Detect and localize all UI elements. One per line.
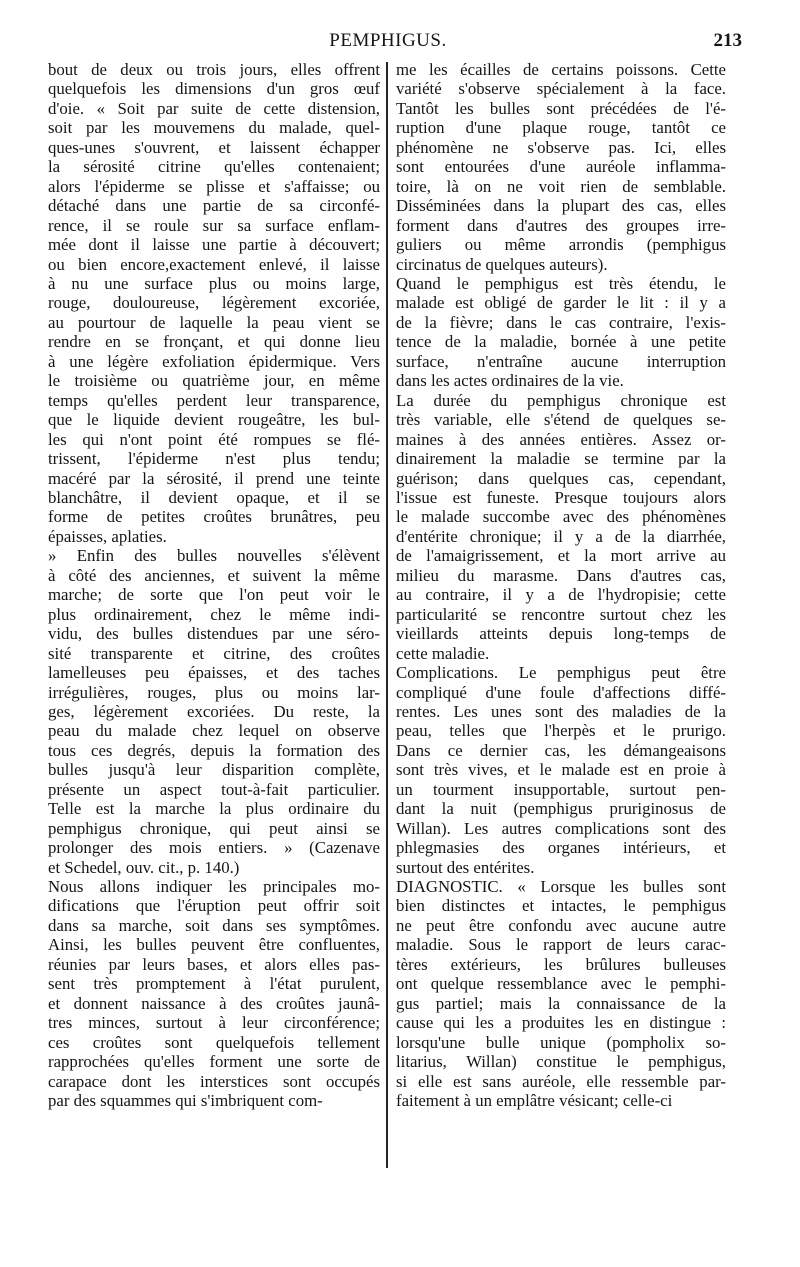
text-line: ou bien encore,exactement enlevé, il laisse — [48, 254, 380, 274]
text-line: quelquefois les dimensions d'un gros œuf — [48, 79, 380, 99]
text-line: ges, légèrement excoriées. Du reste, la — [48, 701, 380, 721]
text-line: maladie. Sous le rapport de leurs carac- — [396, 935, 726, 955]
text-line: sité transparente et citrine, des croûtes — [48, 643, 380, 663]
text-line: sent très promptement à l'état purulent, — [48, 974, 380, 994]
text-line: DIAGNOSTIC. « Lorsque les bulles sont — [396, 877, 726, 897]
text-line: surface, n'entraîne aucune interruption — [396, 351, 726, 371]
text-line: litarius, Willan) constitue le pemphigus, — [396, 1052, 726, 1072]
text-line: temps qu'elles perdent leur transparence, — [48, 390, 380, 410]
text-line: rence, il se roule sur sa surface enflam- — [48, 215, 380, 235]
text-line: à une légère exfoliation épidermique. Vers — [48, 351, 380, 371]
text-line: au pourtour de laquelle la peau vient se — [48, 312, 380, 332]
page-number: 213 — [713, 30, 742, 51]
text-line: rouge, douloureuse, légèrement excoriée, — [48, 293, 380, 313]
text-line: cette maladie. — [396, 643, 490, 663]
text-line: un tourment insupportable, surtout pen- — [396, 779, 726, 799]
text-line: de l'amaigrissement, et la mort arrive au — [396, 546, 726, 566]
text-line: guérison; dans quelques cas, cependant, — [396, 468, 726, 488]
text-line: dans sa marche, soit dans ses symptômes. — [48, 915, 380, 935]
text-line: forme de petites croûtes brunâtres, peu — [48, 507, 380, 527]
text-line: » Enfin des bulles nouvelles s'élèvent — [48, 546, 380, 566]
text-line: Tantôt les bulles sont précédées de l'é- — [396, 98, 726, 118]
column-divider — [386, 62, 388, 1168]
text-line: au contraire, il y a de l'hydropisie; cette — [396, 585, 726, 605]
text-line: que le liquide devient rougeâtre, les bul- — [48, 410, 380, 430]
text-line: bien distinctes et intactes, le pemphigus — [396, 896, 726, 916]
text-line: le malade succombe avec des phénomènes — [396, 507, 726, 527]
text-line: Willan). Les autres complications sont des — [396, 818, 726, 838]
text-line: gus partiel; mais la connaissance de la — [396, 993, 726, 1013]
text-line: trissent, l'épiderme n'est plus tendu; — [48, 449, 380, 469]
text-line: alors l'épiderme se plisse et s'affaisse; ou — [48, 176, 380, 196]
text-line: la sérosité citrine qu'elles contenaient; — [48, 157, 380, 177]
text-line: tous ces degrés, depuis la formation des — [48, 740, 380, 760]
text-line: bulles jusqu'à leur disparition complète, — [48, 760, 380, 780]
page-header — [48, 30, 742, 58]
text-line: carapace dont les interstices sont occupés — [48, 1071, 380, 1091]
text-line: compliqué d'une foule d'affections diffé- — [396, 682, 726, 702]
text-line: tres minces, surtout à leur circonférence; — [48, 1013, 380, 1033]
text-line: peau du malade chez lequel on observe — [48, 721, 380, 741]
text-line: particularité se rencontre surtout chez les — [396, 604, 726, 624]
text-line: cause qui les a produites les en distingue : — [396, 1013, 726, 1033]
running-title: PEMPHIGUS. — [329, 30, 447, 51]
text-line: La durée du pemphigus chronique est — [396, 390, 726, 410]
text-line: milieu du marasme. Dans d'autres cas, — [396, 565, 726, 585]
text-line: Disséminées dans la plupart des cas, elles — [396, 196, 726, 216]
text-line: rapprochées qu'elles forment une sorte de — [48, 1052, 380, 1072]
left-column — [48, 60, 380, 1110]
text-line: dant la nuit (pemphigus pruriginosus de — [396, 799, 726, 819]
text-line: de la fièvre; dans le cas contraire, l'exis- — [396, 312, 726, 332]
text-line: blanchâtre, il devient opaque, et il se — [48, 487, 380, 507]
right-column — [396, 60, 726, 1110]
text-line: pemphigus chronique, qui peut ainsi se — [48, 818, 380, 838]
text-line: dinairement la maladie se termine par la — [396, 449, 726, 469]
text-line: rentes. Les unes sont des maladies de la — [396, 701, 726, 721]
text-line: toire, là on ne voit rien de semblable. — [396, 176, 726, 196]
text-line: et donnent naissance à des croûtes jaunâ- — [48, 993, 380, 1013]
text-line: l'issue est funeste. Presque toujours alors — [396, 487, 726, 507]
text-line: lamelleuses peu épaisses, et des taches — [48, 663, 380, 683]
text-line: le troisième ou quatrième jour, en même — [48, 371, 380, 391]
text-line: présente un aspect tout-à-fait particulier. — [48, 779, 380, 799]
text-line: les qui n'ont point été rompues se flé- — [48, 429, 380, 449]
text-line: plus ordinairement, chez le même indi- — [48, 604, 380, 624]
text-line: lorsqu'une bulle unique (pompholix so- — [396, 1032, 726, 1052]
text-line: forment dans d'autres des groupes irre- — [396, 215, 726, 235]
text-line: malade est obligé de garder le lit : il y a — [396, 293, 726, 313]
text-line: circinatus de quelques auteurs). — [396, 254, 608, 274]
text-line: à nu une surface plus ou moins large, — [48, 273, 380, 293]
text-line: surtout des entérites. — [396, 857, 535, 877]
text-line: d'oie. « Soit par suite de cette distension, — [48, 98, 380, 118]
text-line: détaché dans une partie de sa circonfé- — [48, 196, 380, 216]
text-line: Ainsi, les bulles peuvent être confluentes, — [48, 935, 380, 955]
text-line: sont entourées d'une auréole inflamma- — [396, 157, 726, 177]
text-line: réunies par leurs bases, et alors elles pas- — [48, 954, 380, 974]
text-line: ne peut être confondu avec aucune autre — [396, 915, 726, 935]
text-line: irrégulières, rouges, plus ou moins lar- — [48, 682, 380, 702]
text-line: guliers ou même arrondis (pemphigus — [396, 235, 726, 255]
text-line: épaisses, aplaties. — [48, 526, 167, 546]
text-line: ques-unes s'ouvrent, et laissent échapper — [48, 137, 380, 157]
text-line: ruption d'une plaque rouge, tantôt ce — [396, 118, 726, 138]
text-line: dans les actes ordinaires de la vie. — [396, 371, 624, 391]
text-line: prolonger des mois entiers. » (Cazenave — [48, 838, 380, 858]
text-line: tence de la maladie, bornée à une petite — [396, 332, 726, 352]
text-line: très variable, elle s'étend de quelques se- — [396, 410, 726, 430]
text-line: phénomène ne s'observe pas. Ici, elles — [396, 137, 726, 157]
text-line: d'entérite chronique; il y a de la diarrhée, — [396, 526, 726, 546]
text-line: peau, telles que l'herpès et le prurigo. — [396, 721, 726, 741]
text-line: phlegmasies des organes intérieurs, et — [396, 838, 726, 858]
text-line: ont quelque ressemblance avec le pemphi- — [396, 974, 726, 994]
text-line: me les écailles de certains poissons. Cette — [396, 60, 726, 79]
text-line: marche; de sorte que l'on peut voir le — [48, 585, 380, 605]
text-line: si elle est sans auréole, elle ressemble par- — [396, 1071, 726, 1091]
text-line: bout de deux ou trois jours, elles offrent — [48, 60, 380, 79]
text-line: Telle est la marche la plus ordinaire du — [48, 799, 380, 819]
text-line: par des squammes qui s'imbriquent com- — [48, 1091, 323, 1111]
text-line: et Schedel, ouv. cit., p. 140.) — [48, 857, 240, 877]
text-line: variété s'observe spécialement à la face. — [396, 79, 726, 99]
text-line: à côté des anciennes, et suivent la même — [48, 565, 380, 585]
text-line: tères extérieurs, les brûlures bulleuses — [396, 954, 726, 974]
text-line: ces croûtes sont quelquefois tellement — [48, 1032, 380, 1052]
text-line: maines à des années entières. Assez or- — [396, 429, 726, 449]
text-line: difications que l'éruption peut offrir soit — [48, 896, 380, 916]
text-line: soit par les mouvemens du malade, quel- — [48, 118, 380, 138]
text-line: vieillards atteints depuis long-temps de — [396, 624, 726, 644]
text-line: macéré par la sérosité, il prend une teinte — [48, 468, 380, 488]
text-line: Nous allons indiquer les principales mo- — [48, 877, 380, 897]
text-line: Quand le pemphigus est très étendu, le — [396, 273, 726, 293]
text-line: sont très vives, et le malade est en proie à — [396, 760, 726, 780]
text-line: Dans ce dernier cas, les démangeaisons — [396, 740, 726, 760]
text-line: mée dont il laisse une partie à découvert; — [48, 235, 380, 255]
text-line: faitement à un emplâtre vésicant; celle-ci — [396, 1091, 673, 1111]
text-line: vidu, des bulles distendues par une séro- — [48, 624, 380, 644]
text-line: rendre en se fronçant, et qui donne lieu — [48, 332, 380, 352]
text-line: Complications. Le pemphigus peut être — [396, 663, 726, 683]
